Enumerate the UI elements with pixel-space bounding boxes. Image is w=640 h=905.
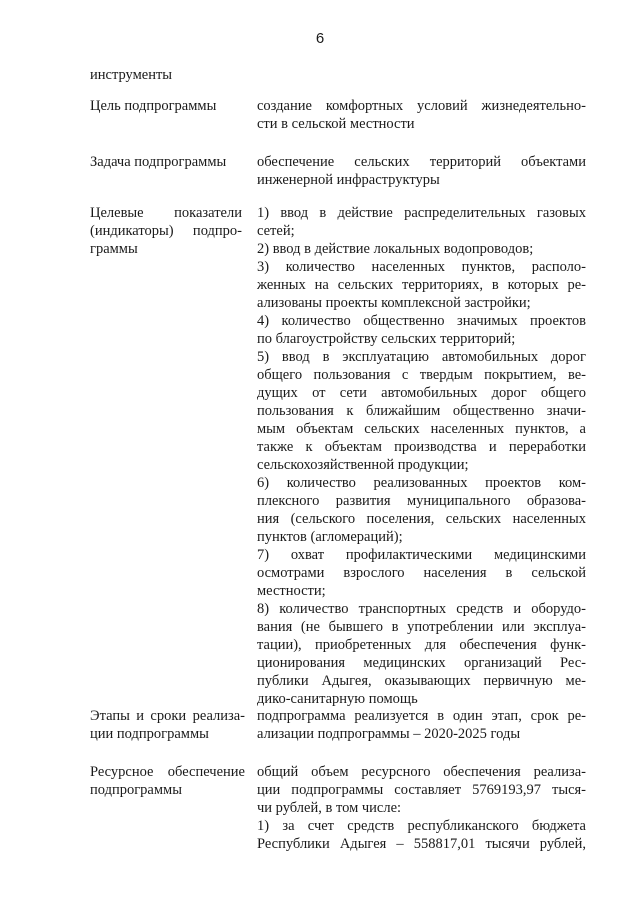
row-label: ции подпрограммы — [90, 726, 209, 742]
row-value-line: женных на сельских территориях, в которых ре- — [257, 277, 586, 293]
row-value-line: 6) количество реализованных проектов ком- — [257, 475, 586, 491]
row-value-line: 3) количество населенных пунктов, располо- — [257, 259, 586, 275]
row-value-line: также к объектам производства и переработки — [257, 439, 586, 455]
row-value-line: 1) за счет средств республиканского бюджета — [257, 818, 586, 834]
row-label: Ресурсное обеспечение — [90, 764, 245, 780]
row-label: (индикаторы) подпро- — [90, 223, 242, 239]
row-value-line: подпрограмма реализуется в один этап, срок ре- — [257, 708, 586, 724]
page-number: 6 — [315, 30, 325, 47]
row-value-line: 1) ввод в действие распределительных газовых — [257, 205, 586, 221]
row-value-line: ния (сельского поселения, сельских населенных — [257, 511, 586, 527]
row-value-line: по благоустройству сельских территорий; — [257, 331, 516, 347]
row-label: граммы — [90, 241, 138, 257]
row-value-line: осмотрами взрослого населения в сельской — [257, 565, 586, 581]
row-value-line: пунктов (агломераций); — [257, 529, 403, 545]
row-value-line: пользования к ближайшим общественно значи- — [257, 403, 586, 419]
row-value-line: общий объем ресурсного обеспечения реализа- — [257, 764, 586, 780]
row-value-line: мым объектам сельских населенных пунктов, а — [257, 421, 586, 437]
row-label: Задача подпрограммы — [90, 154, 227, 170]
row-value-line: сетей; — [257, 223, 295, 239]
row-value-line: вания (не бывшего в употреблении или эксплуа- — [257, 619, 586, 635]
row-value-line: 7) охват профилактическими медицинскими — [257, 547, 586, 563]
row-value-line: плексного развития муниципального образова- — [257, 493, 586, 509]
row-value-line: создание комфортных условий жизнедеятельно- — [257, 98, 586, 114]
row-value-line: публики Адыгея, оказывающих первичную ме- — [257, 673, 586, 689]
row-label: подпрограммы — [90, 782, 182, 798]
row-value-line: ционирования медицинских организаций Рес- — [257, 655, 586, 671]
row-value-line: Республики Адыгея – 558817,01 тысячи рублей, — [257, 836, 586, 852]
row-value-line: дущих от сети автомобильных дорог общего — [257, 385, 586, 401]
row-value-line: ализованы проекты комплексной застройки; — [257, 295, 531, 311]
row-value-line: дико-санитарную помощь — [257, 691, 418, 707]
row-value-line: сельскохозяйственной продукции; — [257, 457, 469, 473]
row-value-line: ализации подпрограммы – 2020-2025 годы — [257, 726, 521, 742]
row-label: Этапы и сроки реализа- — [90, 708, 245, 724]
row-value-line: 4) количество общественно значимых проектов — [257, 313, 586, 329]
row-value-line: тации), приобретенных для обеспечения функ- — [257, 637, 586, 653]
row-value-line: ции подпрограммы составляет 5769193,97 тыся- — [257, 782, 586, 798]
row-value-line: 5) ввод в эксплуатацию автомобильных дорог — [257, 349, 586, 365]
row-label: Целевые показатели — [90, 205, 242, 221]
row-value-line: местности; — [257, 583, 326, 599]
row-value-line: сти в сельской местности — [257, 116, 415, 132]
row-value-line: общего пользования с твердым покрытием, ве- — [257, 367, 586, 383]
row-value-line: 8) количество транспортных средств и оборудо- — [257, 601, 586, 617]
intro-line: инструменты — [90, 67, 173, 83]
row-label: Цель подпрограммы — [90, 98, 217, 114]
row-value-line: чи рублей, в том числе: — [257, 800, 402, 816]
row-value-line: обеспечение сельских территорий объектами — [257, 154, 586, 170]
row-value-line: инженерной инфраструктуры — [257, 172, 440, 188]
row-value-line: 2) ввод в действие локальных водопроводов; — [257, 241, 534, 257]
